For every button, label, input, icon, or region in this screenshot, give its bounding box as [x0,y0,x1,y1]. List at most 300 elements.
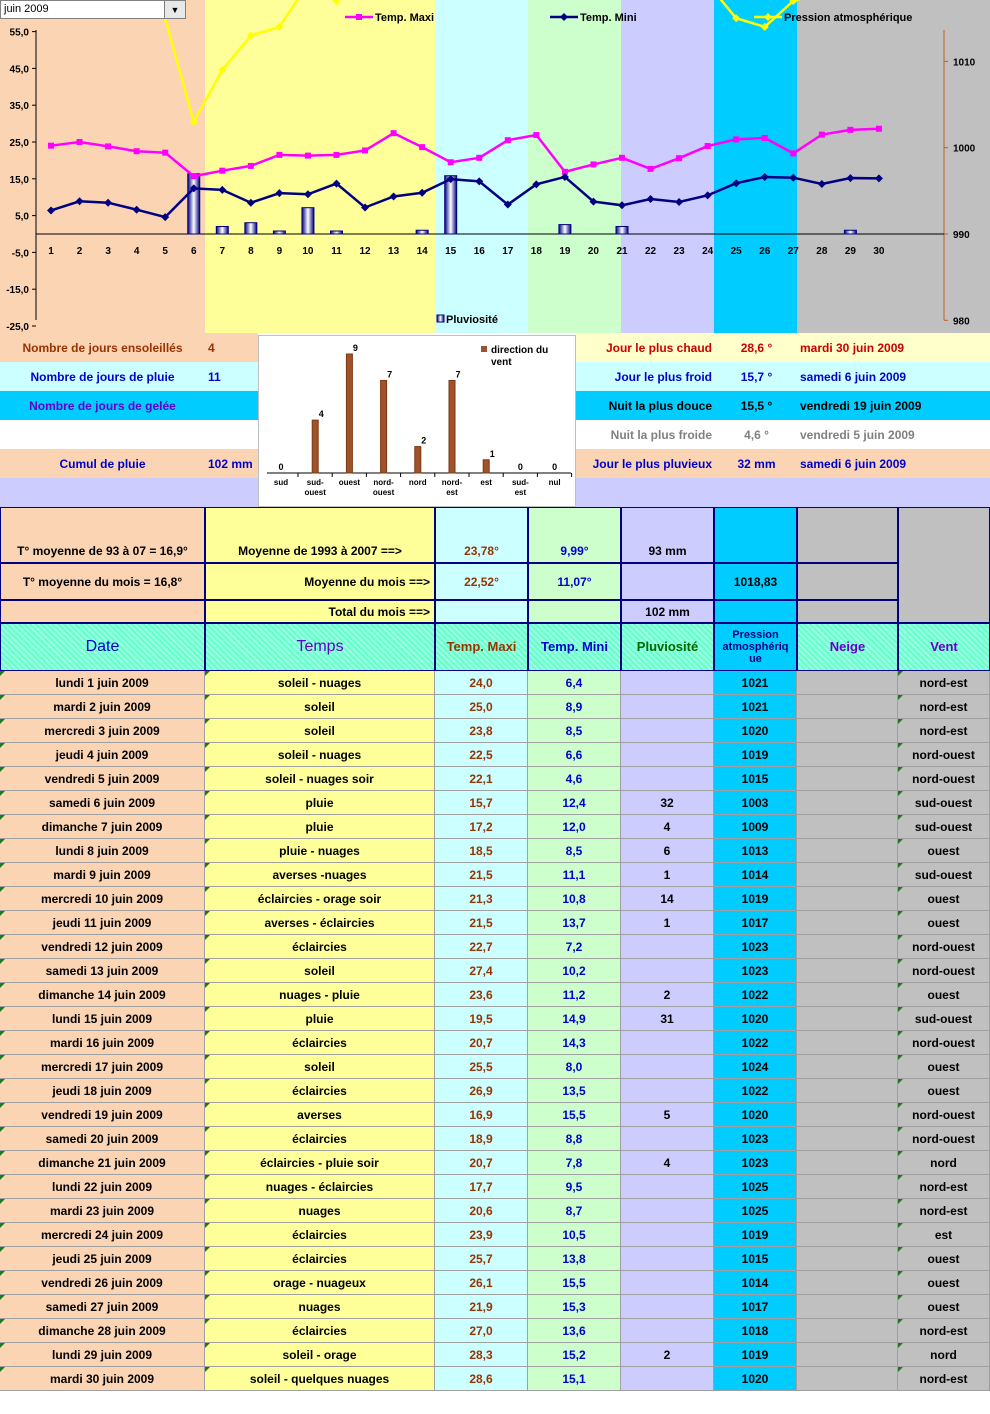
cell-maxi: 25,7 [435,1247,528,1271]
maxi-point [533,132,539,138]
stat-value: 4 [205,333,258,362]
cell-pression: 1020 [714,719,797,743]
column-header-mini[interactable]: Temp. Mini [528,623,621,671]
cell-pluie: 2 [621,1343,714,1367]
cell-temps: éclaircies [205,1031,435,1055]
cell-pluie [621,1031,714,1055]
stat-value [205,420,258,449]
stat-right-value: 4,6 ° [716,420,797,449]
cell-maxi: 21,9 [435,1295,528,1319]
cell-vent: ouest [898,887,990,911]
table-row [0,1175,990,1199]
table-row [0,887,990,911]
cell-pluie: 6 [621,839,714,863]
cell-neige [797,1295,898,1319]
tmoy-label: T° moyenne de 93 à 07 = 16,9° [0,507,205,563]
total-pression [714,600,797,623]
wind-category-label: sud-est [511,478,529,497]
table-row [0,983,990,1007]
wind-value-label: 0 [278,462,284,472]
column-header-pluie[interactable]: Pluviosité [621,623,714,671]
cell-mini: 14,3 [528,1031,621,1055]
cell-vent: nord-ouest [898,959,990,983]
table-row [0,863,990,887]
x-tick-label: 24 [702,246,714,257]
cell-temps: soleil [205,719,435,743]
stat-right-label: Jour le plus froid [576,362,716,391]
wind-bar [381,380,387,473]
summary-block [0,507,990,623]
cell-neige [797,839,898,863]
cell-neige [797,791,898,815]
cell-pluie: 1 [621,863,714,887]
cell-mini: 12,0 [528,815,621,839]
tmois-label: T° moyenne du mois = 16,8° [0,563,205,600]
wind-category-label: nord-ouest [372,478,395,497]
table-row [0,1103,990,1127]
cell-neige [797,863,898,887]
cell-pression: 1017 [714,1295,797,1319]
cell-neige [797,1079,898,1103]
cell-pression: 1003 [714,791,797,815]
right-tick-label: 1000 [953,143,976,155]
cell-pression: 1020 [714,1367,797,1391]
cell-temps: soleil [205,1055,435,1079]
cell-neige [797,1055,898,1079]
stat-right-label: Nuit la plus douce [576,391,716,420]
maxi-point [762,135,768,141]
right-tick-label: 980 [953,316,970,328]
stat-right-date: mardi 30 juin 2009 [797,333,990,362]
cell-pluie [621,1175,714,1199]
x-tick-label: 17 [502,246,514,257]
cell-pluie: 2 [621,983,714,1007]
x-tick-label: 4 [133,246,140,257]
x-tick-label: 5 [162,246,168,257]
cell-mini: 13,8 [528,1247,621,1271]
cell-pluie [621,671,714,695]
wind-value-label: 0 [517,462,523,472]
cell-maxi: 27,4 [435,959,528,983]
table-row [0,791,990,815]
x-tick-label: 19 [559,246,571,257]
stat-value: 11 [205,362,258,391]
cell-temps: éclaircies [205,1127,435,1151]
wind-legend-label: direction du vent [491,345,549,368]
cell-vent: sud-ouest [898,1007,990,1031]
cell-maxi: 23,9 [435,1223,528,1247]
table-row [0,1079,990,1103]
cell-vent: ouest [898,911,990,935]
table-row [0,1343,990,1367]
cell-pluie: 5 [621,1103,714,1127]
maxi-point [790,150,796,156]
rain-bar [273,231,285,234]
cell-pluie [621,1295,714,1319]
cell-maxi: 22,1 [435,767,528,791]
table-row [0,719,990,743]
legend-pluie-swatch [437,315,444,322]
wind-legend-swatch [481,346,487,352]
cell-pression: 1019 [714,887,797,911]
cell-mini: 11,2 [528,983,621,1007]
cell-vent: est [898,1223,990,1247]
cell-date: samedi 6 juin 2009 [0,791,205,815]
table-row [0,1367,990,1391]
wind-category-label: nul [548,478,561,487]
cell-date: mercredi 24 juin 2009 [0,1223,205,1247]
cell-neige [797,935,898,959]
cell-temps: éclaircies - orage soir [205,887,435,911]
cell-pression: 1019 [714,743,797,767]
maxi-point [505,137,511,143]
cell-mini: 15,2 [528,1343,621,1367]
cell-mini: 13,6 [528,1319,621,1343]
cell-mini: 8,5 [528,839,621,863]
total-label: Total du mois ==> [205,600,435,623]
main-chart [0,0,990,333]
cell-neige [797,815,898,839]
cell-mini: 9,5 [528,1175,621,1199]
stat-right-value: 28,6 ° [716,333,797,362]
stat-right-label: Jour le plus pluvieux [576,449,716,478]
cell-neige [797,1103,898,1127]
column-header-neige[interactable]: Neige [797,623,898,671]
cell-pression: 1022 [714,1031,797,1055]
maxi-point [619,155,625,161]
cell-temps: pluie [205,1007,435,1031]
moy-mois-pression: 1018,83 [714,563,797,600]
cell-vent: ouest [898,983,990,1007]
cell-date: vendredi 19 juin 2009 [0,1103,205,1127]
cell-mini: 7,8 [528,1151,621,1175]
cell-pression: 1024 [714,1055,797,1079]
x-tick-label: 16 [473,246,485,257]
cell-mini: 10,2 [528,959,621,983]
x-tick-label: 3 [105,246,111,257]
column-header-vent[interactable]: Vent [898,623,990,671]
moy-ref-min: 9,99° [528,507,621,563]
x-tick-label: 23 [673,246,685,257]
cell-pression: 1009 [714,815,797,839]
moy-mois-min: 11,07° [528,563,621,600]
cell-pluie: 32 [621,791,714,815]
cell-pluie: 4 [621,1151,714,1175]
maxi-point [362,147,368,153]
cell-temps: nuages [205,1295,435,1319]
column-header-temps[interactable]: Temps [205,623,435,671]
cell-pression: 1018 [714,1319,797,1343]
moy-mois-max: 22,52° [435,563,528,600]
cell-maxi: 20,6 [435,1199,528,1223]
cell-pluie: 31 [621,1007,714,1031]
cell-vent: nord-est [898,1175,990,1199]
chevron-down-icon[interactable]: ▼ [164,1,185,18]
cell-neige [797,911,898,935]
moy-mois-neige [797,563,898,600]
cell-neige [797,1271,898,1295]
stat-right-date: samedi 6 juin 2009 [797,362,990,391]
maxi-point [48,143,54,149]
cell-date: mercredi 10 juin 2009 [0,887,205,911]
chart-band-2 [435,0,528,333]
cell-maxi: 25,0 [435,695,528,719]
table-row [0,1031,990,1055]
cell-pluie [621,1127,714,1151]
cell-neige [797,887,898,911]
cell-mini: 15,3 [528,1295,621,1319]
stat-right-date: vendredi 19 juin 2009 [797,391,990,420]
left-tick-label: 45,0 [9,64,29,76]
cell-date: lundi 8 juin 2009 [0,839,205,863]
rain-bar [416,230,428,234]
stat-right-value: 15,7 ° [716,362,797,391]
cell-pluie: 1 [621,911,714,935]
cell-maxi: 15,7 [435,791,528,815]
table-row [0,911,990,935]
cell-mini: 8,7 [528,1199,621,1223]
left-tick-label: 15,0 [9,174,29,186]
cell-mini: 11,1 [528,863,621,887]
cell-date: vendredi 5 juin 2009 [0,767,205,791]
cell-date: dimanche 14 juin 2009 [0,983,205,1007]
cell-date: mercredi 17 juin 2009 [0,1055,205,1079]
cell-mini: 8,5 [528,719,621,743]
maxi-point [105,143,111,149]
x-tick-label: 18 [530,246,542,257]
cell-date: mardi 9 juin 2009 [0,863,205,887]
cell-vent: nord-est [898,695,990,719]
cell-maxi: 28,6 [435,1367,528,1391]
cell-pluie [621,1055,714,1079]
cell-neige [797,695,898,719]
column-header-date[interactable]: Date [0,623,205,671]
cell-temps: pluie [205,815,435,839]
stat-label: Nombre de jours ensoleillés [0,333,205,362]
cell-date: mardi 16 juin 2009 [0,1031,205,1055]
left-tick-label: 5,0 [15,211,29,223]
cell-temps: éclaircies [205,1079,435,1103]
left-tick-label: -15,0 [6,285,29,297]
cell-neige [797,719,898,743]
cell-mini: 7,2 [528,935,621,959]
cell-temps: nuages [205,1199,435,1223]
wind-category-label: est [480,478,492,487]
cell-temps: soleil - nuages [205,671,435,695]
cell-pluie [621,1079,714,1103]
maxi-point [733,136,739,142]
maxi-point [134,148,140,154]
total-neige [797,600,898,623]
cell-pluie [621,1319,714,1343]
table-row [0,743,990,767]
cell-vent: ouest [898,1247,990,1271]
cell-pression: 1020 [714,1007,797,1031]
legend-maxi-label: Temp. Maxi [375,12,435,24]
maxi-point [219,168,225,174]
cell-neige [797,671,898,695]
column-header-pression[interactable]: Pression atmosphériq ue [714,623,797,671]
table-row [0,1007,990,1031]
column-header-maxi[interactable]: Temp. Maxi [435,623,528,671]
cell-vent: ouest [898,1055,990,1079]
wind-value-label: 7 [455,369,461,380]
maxi-point [334,152,340,158]
legend-mini-label: Temp. Mini [580,12,637,24]
cell-pression: 1025 [714,1175,797,1199]
maxi-point [391,130,397,136]
cell-neige [797,1319,898,1343]
x-tick-label: 26 [759,246,771,257]
cell-maxi: 16,9 [435,1103,528,1127]
maxi-point [590,161,596,167]
maxi-point [305,153,311,159]
rain-bar [445,176,457,234]
moy-ref-neige [797,507,898,563]
table-row [0,671,990,695]
rain-bar [559,225,571,234]
moy-ref-max: 23,78° [435,507,528,563]
summary-vent-block [898,507,990,623]
cell-neige [797,1199,898,1223]
cell-maxi: 20,7 [435,1151,528,1175]
cell-pluie [621,1223,714,1247]
wind-bar [449,380,455,473]
month-select-value: juin 2009 [4,3,49,15]
cell-maxi: 25,5 [435,1055,528,1079]
maxi-point [248,163,254,169]
cell-date: lundi 15 juin 2009 [0,1007,205,1031]
x-tick-label: 14 [416,246,428,257]
cell-pression: 1023 [714,1127,797,1151]
cell-mini: 15,1 [528,1367,621,1391]
cell-maxi: 20,7 [435,1031,528,1055]
cell-vent: nord [898,1151,990,1175]
x-tick-label: 20 [587,246,600,257]
cell-mini: 8,9 [528,695,621,719]
x-tick-label: 22 [644,246,657,257]
cell-maxi: 23,8 [435,719,528,743]
rain-bar [302,208,314,234]
total-max [435,600,528,623]
cell-maxi: 21,5 [435,911,528,935]
cell-temps: soleil [205,695,435,719]
cell-pression: 1021 [714,671,797,695]
x-tick-label: 6 [190,246,197,257]
cell-mini: 14,9 [528,1007,621,1031]
cell-neige [797,959,898,983]
cell-temps: nuages - pluie [205,983,435,1007]
x-tick-label: 28 [816,246,828,257]
cell-pression: 1015 [714,1247,797,1271]
stat-label: Cumul de pluie [0,449,205,478]
x-tick-label: 27 [787,246,799,257]
maxi-point [191,173,197,179]
cell-pression: 1022 [714,1079,797,1103]
cell-mini: 4,6 [528,767,621,791]
left-tick-label: -25,0 [6,322,29,333]
table-header [0,623,990,671]
cell-vent: nord-ouest [898,743,990,767]
x-tick-label: 9 [276,246,283,257]
cell-temps: éclaircies [205,1223,435,1247]
stat-label: Nombre de jours de gelée [0,391,205,420]
cell-temps: soleil - orage [205,1343,435,1367]
x-tick-label: 21 [616,246,628,257]
cell-pression: 1023 [714,935,797,959]
stat-value: 102 mm [205,449,258,478]
stat-right-label: Nuit la plus froide [576,420,716,449]
stat-right-value: 32 mm [716,449,797,478]
cell-pression: 1015 [714,767,797,791]
cell-date: mercredi 3 juin 2009 [0,719,205,743]
x-tick-label: 11 [331,246,342,257]
cell-temps: averses [205,1103,435,1127]
rain-bar [331,231,343,234]
cell-temps: soleil [205,959,435,983]
cell-neige [797,1247,898,1271]
right-tick-label: 990 [953,230,970,241]
cell-mini: 10,5 [528,1223,621,1247]
table-row [0,959,990,983]
month-select[interactable] [0,0,186,19]
cell-neige [797,1175,898,1199]
wind-category-label: sud [273,478,289,487]
table-row [0,767,990,791]
maxi-point [705,143,711,149]
cell-vent: nord-ouest [898,1031,990,1055]
wind-value-label: 2 [421,435,427,446]
wind-value-label: 9 [352,343,358,353]
cell-maxi: 28,3 [435,1343,528,1367]
cell-temps: averses -nuages [205,863,435,887]
data-table [0,671,990,1414]
cell-maxi: 26,9 [435,1079,528,1103]
cell-pression: 1019 [714,1223,797,1247]
chart-left-band [0,0,36,333]
cell-vent: ouest [898,1079,990,1103]
table-row [0,1127,990,1151]
total-pluie: 102 mm [621,600,714,623]
chart-band-4 [621,0,714,333]
cell-vent: nord-ouest [898,935,990,959]
rain-bar [245,223,257,234]
left-tick-label: -5,0 [11,248,29,260]
right-tick-label: 1010 [953,57,976,69]
cell-date: jeudi 25 juin 2009 [0,1247,205,1271]
cell-neige [797,1127,898,1151]
cell-temps: éclaircies [205,935,435,959]
total-min [528,600,621,623]
x-tick-label: 29 [844,246,856,257]
moy-ref-label: Moyenne de 1993 à 2007 ==> [205,507,435,563]
cell-date: vendredi 12 juin 2009 [0,935,205,959]
wind-bar [415,447,421,473]
moy-mois-label: Moyenne du mois ==> [205,563,435,600]
cell-pluie [621,1199,714,1223]
maxi-point [162,150,168,156]
cell-date: mardi 30 juin 2009 [0,1367,205,1391]
cell-temps: nuages - éclaircies [205,1175,435,1199]
cell-maxi: 18,9 [435,1127,528,1151]
stat-filler-right [576,478,990,507]
cell-maxi: 24,0 [435,671,528,695]
wind-category-label: ouest [338,478,361,487]
table-row [0,695,990,719]
legend-pression-label: Pression atmosphérique [784,12,913,24]
cell-temps: soleil - quelques nuages [205,1367,435,1391]
cell-vent: sud-ouest [898,815,990,839]
